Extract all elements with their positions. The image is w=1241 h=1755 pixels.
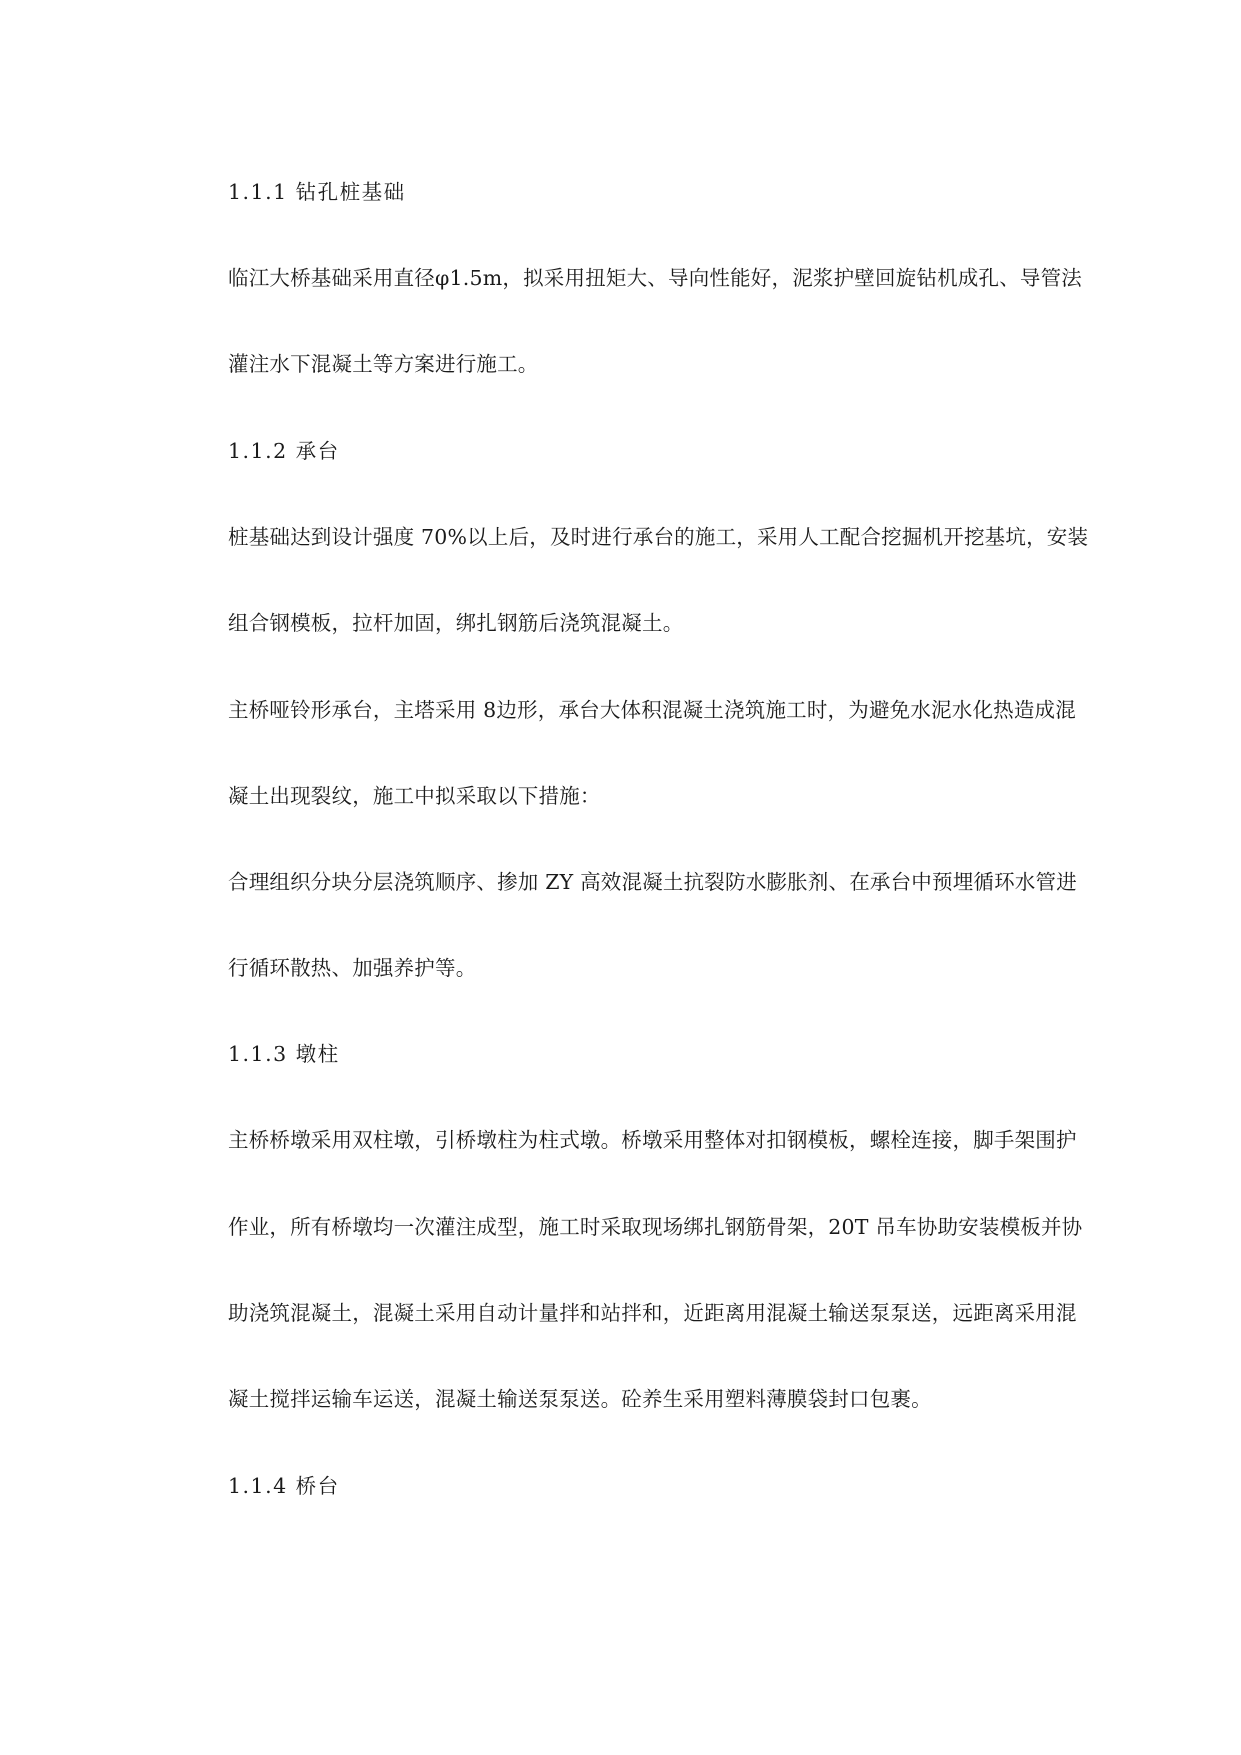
- paragraph-line: 行循环散热、加强养护等。: [228, 956, 477, 980]
- paragraph-line: 合理组织分块分层浇筑顺序、掺加 ZY 高效混凝土抗裂防水膨胀剂、在承台中预埋循环水管进: [228, 870, 1077, 894]
- paragraph-line: 灌注水下混凝土等方案进行施工。: [228, 352, 539, 376]
- paragraph-line: 主桥哑铃形承台，主塔采用 8边形，承台大体积混凝土浇筑施工时，为避免水泥水化热造成混: [228, 698, 1076, 722]
- paragraph-line: 作业，所有桥墩均一次灌注成型，施工时采取现场绑扎钢筋骨架，20T 吊车协助安装模板并协: [228, 1215, 1083, 1239]
- paragraph-line: 助浇筑混凝土，混凝土采用自动计量拌和站拌和，近距离用混凝土输送泵泵送，远距离采用混: [228, 1301, 1077, 1325]
- section-heading-1-1-3: 1.1.3 墩柱: [228, 1042, 340, 1066]
- paragraph-line: 组合钢模板，拉杆加固，绑扎钢筋后浇筑混凝土。: [228, 611, 684, 635]
- paragraph-line: 临江大桥基础采用直径φ1.5m，拟采用扭矩大、导向性能好，泥浆护壁回旋钻机成孔、导管法: [228, 266, 1082, 290]
- section-heading-1-1-4: 1.1.4 桥台: [228, 1474, 340, 1498]
- section-heading-1-1-2: 1.1.2 承台: [228, 439, 340, 463]
- paragraph-line: 桩基础达到设计强度 70%以上后，及时进行承台的施工，采用人工配合挖掘机开挖基坑，安装: [228, 525, 1089, 549]
- section-heading-1-1-1: 1.1.1 钻孔桩基础: [228, 180, 406, 204]
- paragraph-line: 凝土搅拌运输车运送，混凝土输送泵泵送。砼养生采用塑料薄膜袋封口包裹。: [228, 1387, 932, 1411]
- paragraph-line: 凝土出现裂纹，施工中拟采取以下措施：: [228, 784, 601, 808]
- paragraph-line: 主桥桥墩采用双柱墩，引桥墩柱为柱式墩。桥墩采用整体对扣钢模板，螺栓连接，脚手架围护: [228, 1128, 1077, 1152]
